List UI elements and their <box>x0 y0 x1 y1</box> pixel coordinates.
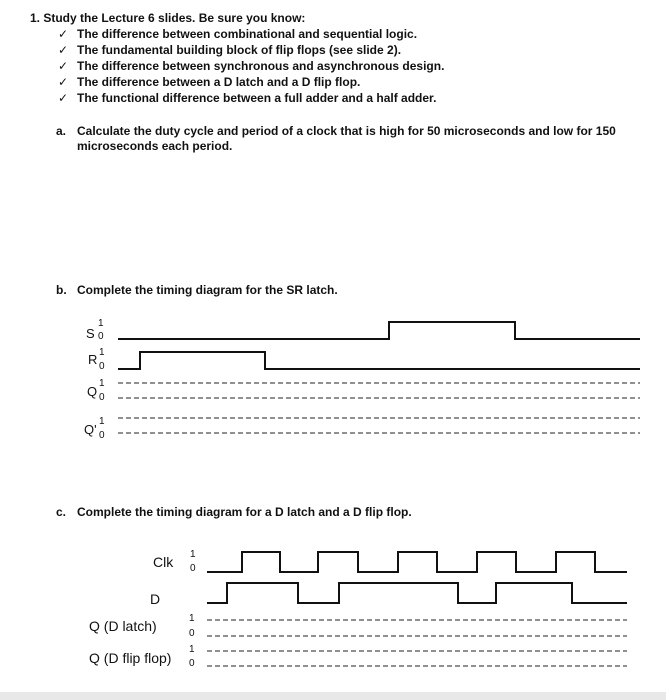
list-item: The fundamental building block of flip flops (see slide 2). <box>77 43 402 57</box>
signal-high-clk: 1 <box>190 549 196 560</box>
signal-label-q-bar: Q' <box>84 422 97 437</box>
waveform-s <box>118 322 640 339</box>
signal-low-q-d-flip-flop: 0 <box>189 658 195 669</box>
signal-low-q: 0 <box>99 392 105 403</box>
signal-high-q-d-flip-flop: 1 <box>189 644 195 655</box>
part-b-text: Complete the timing diagram for the SR latch. <box>77 283 338 297</box>
part-a-marker: a. <box>56 124 67 138</box>
list-item: The functional difference between a full adder and a half adder. <box>77 91 437 105</box>
part-a-text: Calculate the duty cycle and period of a clock that is high for 50 microseconds and low for 150 <box>77 124 616 138</box>
part-b-marker: b. <box>56 283 67 297</box>
waveform-clk <box>207 552 627 572</box>
signal-low-r: 0 <box>99 361 105 372</box>
question-heading: 1. Study the Lecture 6 slides. Be sure you know: <box>30 11 306 25</box>
signal-label-q: Q <box>87 384 98 399</box>
signal-low-q-d-latch: 0 <box>189 628 195 639</box>
waveform-d <box>207 583 627 603</box>
signal-low-q-bar: 0 <box>99 430 105 441</box>
check-icon: ✓ <box>58 43 69 57</box>
signal-label-clk: Clk <box>153 554 174 570</box>
signal-label-q-d-flip-flop: Q (D flip flop) <box>89 650 172 666</box>
signal-low-clk: 0 <box>190 563 196 574</box>
signal-label-s: S <box>86 326 95 341</box>
check-icon: ✓ <box>58 75 69 89</box>
part-c-marker: c. <box>56 505 67 519</box>
part-c-text: Complete the timing diagram for a D latch and a D flip flop. <box>77 505 412 519</box>
signal-label-r: R <box>88 352 98 367</box>
check-icon: ✓ <box>58 27 69 41</box>
check-icon: ✓ <box>58 59 69 73</box>
part-a-text-continued: microseconds each period. <box>77 139 233 153</box>
signal-high-r: 1 <box>99 347 105 358</box>
signal-high-q: 1 <box>99 378 105 389</box>
signal-low-s: 0 <box>98 331 104 342</box>
list-item: The difference between a D latch and a D flip flop. <box>77 75 361 89</box>
signal-high-s: 1 <box>98 318 104 329</box>
signal-label-d: D <box>150 591 161 607</box>
signal-high-q-bar: 1 <box>99 416 105 427</box>
waveform-r <box>118 352 640 369</box>
signal-label-q-d-latch: Q (D latch) <box>89 618 157 634</box>
check-icon: ✓ <box>58 91 69 105</box>
list-item: The difference between synchronous and asynchronous design. <box>77 59 445 73</box>
signal-high-q-d-latch: 1 <box>189 613 195 624</box>
list-item: The difference between combinational and sequential logic. <box>77 27 418 41</box>
bottom-bar <box>0 692 666 700</box>
